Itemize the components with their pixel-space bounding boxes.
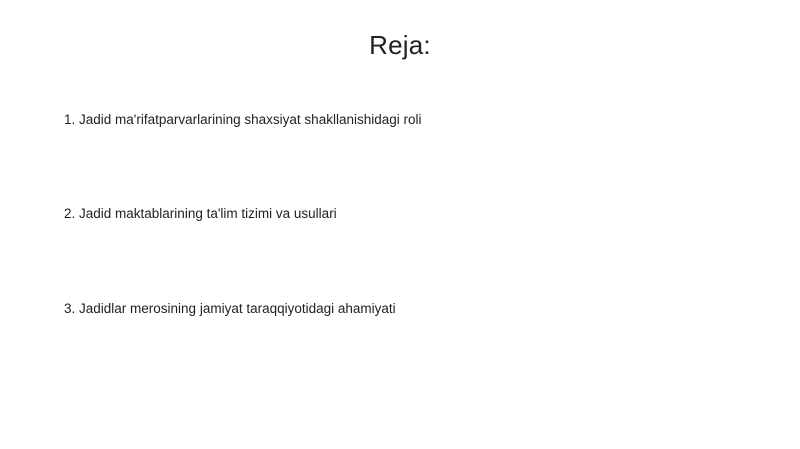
plan-item-2: 2. Jadid maktablarining ta'lim tizimi va usullari (64, 206, 337, 221)
slide-title: Reja: (369, 30, 431, 60)
plan-item-1: 1. Jadid ma'rifatparvarlarining shaxsiyat shakllanishidagi roli (64, 112, 422, 127)
plan-item-3: 3. Jadidlar merosining jamiyat taraqqiyotidagi ahamiyati (64, 301, 396, 316)
